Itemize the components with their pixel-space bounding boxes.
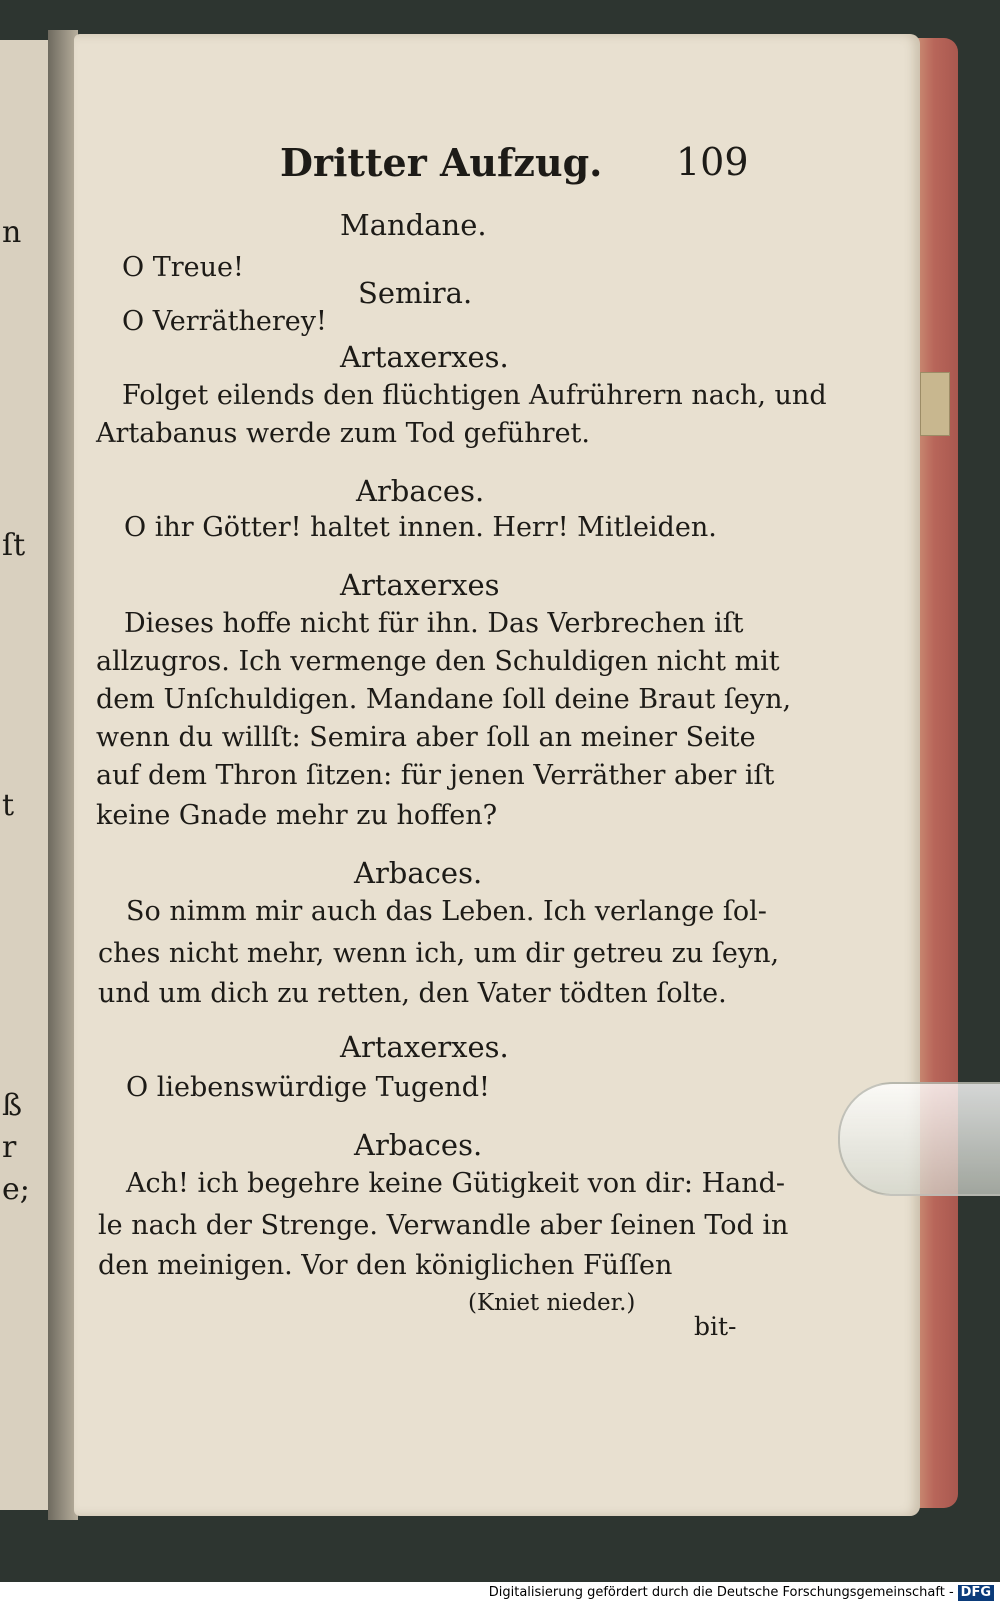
dialogue-line: Ach! ich begehre keine Gütigkeit von dir: Hand- — [126, 1168, 786, 1199]
speaker-name: Arbaces. — [354, 1128, 483, 1162]
speaker-name: Artaxerxes. — [340, 1030, 509, 1064]
left-page-edge — [0, 40, 50, 1510]
dialogue-line: den meinigen. Vor den königlichen Füſſen — [98, 1250, 673, 1281]
dialogue-line: O liebenswürdige Tugend! — [126, 1072, 490, 1103]
dfg-logo: DFG — [958, 1585, 994, 1601]
dialogue-line: auf dem Thron ſitzen: für jenen Verräther aber iſt — [96, 760, 775, 791]
speaker-name: Arbaces. — [354, 856, 483, 890]
page-number: 109 — [676, 140, 749, 184]
dialogue-line: Folget eilends den flüchtigen Aufrührern nach, und — [122, 380, 827, 411]
dialogue-line: le nach der Strenge. Verwandle aber ſeinen Tod in — [98, 1210, 789, 1241]
catchword: bit- — [694, 1312, 737, 1341]
speaker-name: Semira. — [358, 276, 473, 310]
dialogue-line: So nimm mir auch das Leben. Ich verlange ſol- — [126, 896, 767, 927]
dialogue-line: Dieses hoffe nicht für ihn. Das Verbrechen iſt — [124, 608, 744, 639]
speaker-name: Artaxerxes — [340, 568, 500, 602]
dialogue-line: O Verrätherey! — [122, 306, 327, 337]
digitization-footer — [0, 1582, 1000, 1603]
running-head-title: Dritter Aufzug. — [280, 140, 603, 185]
footer-credit: Digitalisierung gefördert durch die Deutsche Forschungsgemeinschaft - — [488, 1585, 954, 1600]
margin-fragment: t — [2, 788, 15, 823]
stage-direction: (Kniet nieder.) — [468, 1290, 636, 1316]
dialogue-line: wenn du willſt: Semira aber ſoll an meiner Seite — [96, 722, 756, 753]
speaker-name: Artaxerxes. — [340, 340, 509, 374]
margin-fragment: r — [2, 1130, 17, 1165]
page-edge-red — [918, 38, 958, 1508]
dialogue-line: keine Gnade mehr zu hoffen? — [96, 800, 498, 831]
margin-fragment: ß — [2, 1088, 23, 1123]
margin-fragment: ſt — [2, 528, 26, 563]
speaker-name: Arbaces. — [356, 474, 485, 508]
dialogue-line: allzugros. Ich vermenge den Schuldigen nicht mit — [96, 646, 780, 677]
dialogue-line: O Treue! — [122, 252, 244, 283]
page-clip — [838, 1082, 1000, 1196]
dialogue-line: Artabanus werde zum Tod geführet. — [96, 418, 590, 449]
bookmark-tab — [920, 372, 950, 436]
margin-fragment: e; — [2, 1172, 30, 1207]
speaker-name: Mandane. — [340, 208, 487, 242]
dialogue-line: und um dich zu retten, den Vater tödten ſolte. — [98, 978, 727, 1009]
dialogue-line: ches nicht mehr, wenn ich, um dir getreu zu ſeyn, — [98, 938, 780, 969]
dialogue-line: O ihr Götter! haltet innen. Herr! Mitleiden. — [124, 512, 717, 543]
margin-fragment: n — [2, 215, 22, 250]
dialogue-line: dem Unſchuldigen. Mandane ſoll deine Braut ſeyn, — [96, 684, 792, 715]
